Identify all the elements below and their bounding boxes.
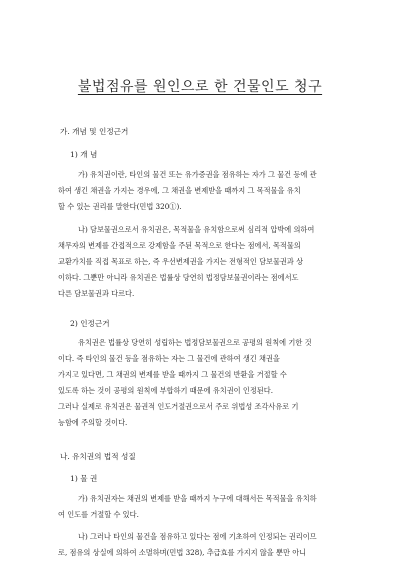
paragraph-line: 유치권은 법률상 당연히 성립하는 법정담보물권으로 공평의 원칙에 기한 것 [78,338,312,347]
subsection-heading-basis: 2) 인정근거 [70,319,110,328]
paragraph-line: 로, 점유의 상실에 의하여 소멸하며(민법 328), 추급효를 가지지 않을 뿐만 아니 [58,548,307,557]
paragraph-line: 능함에 주의할 것이다. [58,418,128,427]
paragraph-line: 하여 생긴 채권을 가지는 경우에, 그 채권을 변제받을 때까지 그 목적물을 유치 [58,186,301,195]
subsection-heading-concept: 1) 개 념 [70,150,98,159]
paragraph-line: 채무자의 변제를 간접적으로 강제함을 주된 목적으로 한다는 점에서, 목적물의 [58,241,301,250]
page-title: 불법점유를 원인으로 한 건물인도 청구 [77,79,323,95]
paragraph-line: 나) 담보물권으로서 유치권은, 목적물을 유치함으로써 심리적 압박에 의하여 [78,225,315,234]
subsection-heading-real-right: 1) 물 권 [70,474,98,483]
paragraph-line: 여 인도를 거절할 수 있다. [58,510,139,519]
paragraph-line: 가) 유치권이란, 타인의 물건 또는 유가증권을 점유하는 자가 그 물건 등에 관 [78,170,317,179]
section-heading-ga: 가. 개념 및 인정근거 [60,127,129,136]
paragraph-line: 그러나 실제로 유치권은 물권적 인도거절권으로서 주로 위법성 조각사유로 기 [58,402,299,411]
paragraph-line: 교환가치를 직접 목표로 하는, 즉 우선변제권을 가지는 전형적인 담보물권과 상 [58,257,304,266]
paragraph-line: 이다. 즉 타인의 물건 등을 점유하는 자는 그 물건에 관하여 생긴 채권을 [58,354,280,363]
paragraph-line: 할 수 있는 권리를 말한다(민법 320①). [58,202,182,211]
paragraph-line: 가지고 있다면, 그 채권의 변제를 받을 때까지 그 물건의 반환을 거절할 수 [58,370,287,379]
paragraph-line: 가) 유치권자는 채권의 변제를 받을 때까지 누구에 대해서든 목적물을 유치하 [78,494,317,503]
section-heading-na: 나. 유치권의 법적 성질 [60,452,136,461]
paragraph-line: 나) 그러나 타인의 물건을 점유하고 있다는 점에 기초하여 인정되는 권리이므 [78,532,317,541]
paragraph-line: 이하다. 그뿐만 아니라 유치권은 법률상 당연히 법정담보물권이라는 점에서도 [58,273,299,282]
paragraph-line: 있도록 하는 것이 공평의 원칙에 부합하기 때문에 유치권이 인정된다. [58,386,273,395]
paragraph-line: 다른 담보물권과 다르다. [58,289,135,298]
